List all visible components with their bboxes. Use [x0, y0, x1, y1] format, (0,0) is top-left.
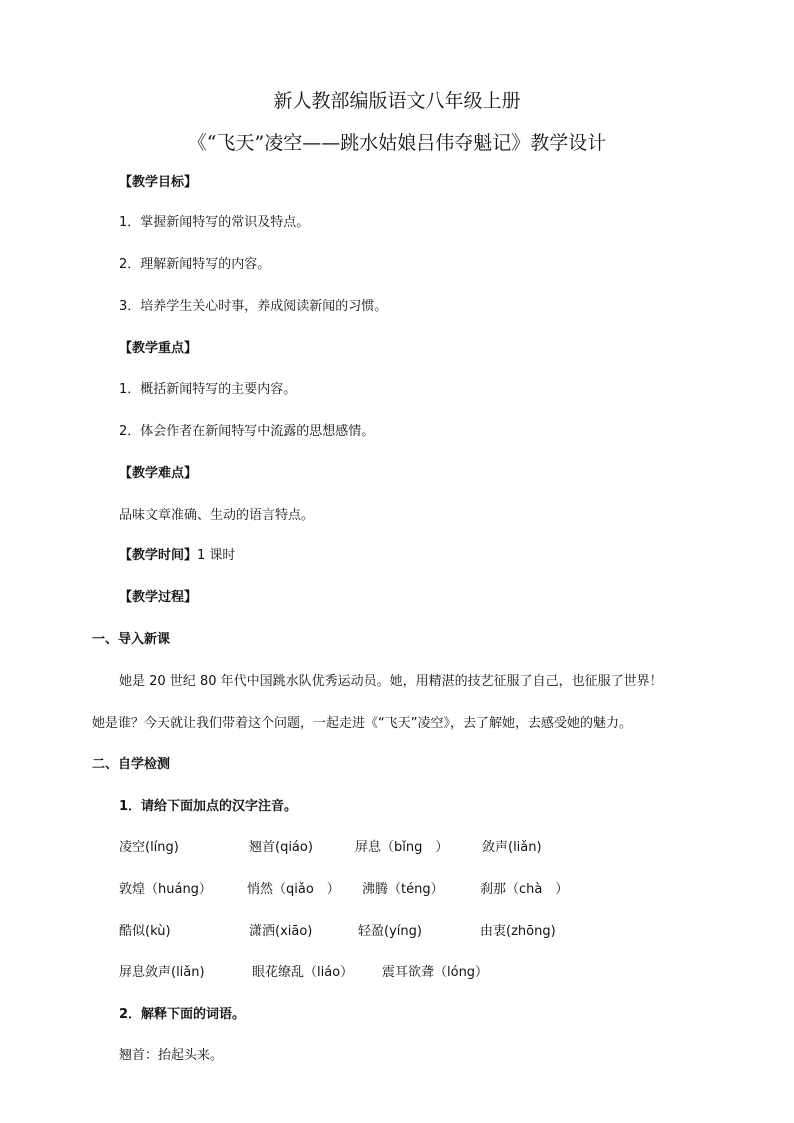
question2-text: 2．解释下面的词语。 [119, 1007, 246, 1022]
pinyin-item: 敛声(liǎn) [482, 840, 542, 855]
pinyin-item: 由衷(zhōng) [480, 924, 556, 939]
pinyin-item: 敦煌（huáng） [119, 882, 212, 897]
section1-paragraph-line2: 她是谁？今天就让我们带着这个问题，一起走进《“飞天”凌空》，去了解她，去感受她的魅力。 [92, 716, 632, 731]
definition-item: 翘首：抬起头来。 [119, 1048, 224, 1063]
key-points-heading: 【教学重点】 [119, 341, 198, 356]
pinyin-item: 震耳欲聋（lóng） [382, 965, 489, 980]
objectives-heading: 【教学目标】 [119, 175, 198, 190]
process-heading: 【教学过程】 [119, 590, 198, 605]
section1-heading: 一、导入新课 [92, 632, 171, 647]
pinyin-item: 潇洒(xiāo) [249, 924, 313, 939]
pinyin-item: 悄然（qiǎo ） [247, 882, 340, 897]
document-title-line1: 新人教部编版语文八年级上册 [273, 90, 521, 112]
section2-heading: 二、自学检测 [92, 757, 171, 772]
time-heading: 【教学时间】 [119, 548, 198, 563]
key-point-item-2: 2．体会作者在新闻特写中流露的思想感情。 [119, 424, 375, 439]
difficulties-heading: 【教学难点】 [119, 466, 198, 481]
pinyin-item: 沸腾（téng） [362, 882, 444, 897]
pinyin-item: 屏息（bǐng ） [355, 840, 449, 855]
pinyin-item: 屏息敛声(liǎn) [119, 965, 205, 980]
section1-paragraph-line1: 她是 20 世纪 80 年代中国跳水队优秀运动员。她，用精湛的技艺征服了自己，也征服了世界！ [119, 674, 663, 689]
pinyin-item: 凌空(líng) [119, 840, 179, 855]
document-title-line2: 《“飞天”凌空——跳水姑娘吕伟夺魁记》教学设计 [187, 132, 607, 154]
pinyin-item: 翘首(qiáo) [249, 840, 313, 855]
key-point-item-1: 1．概括新闻特写的主要内容。 [119, 382, 297, 397]
difficulties-text: 品味文章准确、生动的语言特点。 [119, 508, 315, 523]
pinyin-item: 眼花缭乱（liáo） [252, 965, 354, 980]
objective-item-2: 2．理解新闻特写的内容。 [119, 257, 271, 272]
question1-text: 1．请给下面加点的汉字注音。 [119, 799, 298, 814]
objective-item-3: 3．培养学生关心时事，养成阅读新闻的习惯。 [119, 299, 388, 314]
objective-item-1: 1．掌握新闻特写的常识及特点。 [119, 215, 310, 230]
time-value: 1 课时 [197, 548, 236, 563]
pinyin-item: 轻盈(yíng) [358, 924, 422, 939]
pinyin-item: 刹那（chà ） [480, 882, 569, 897]
time-row [119, 547, 235, 565]
pinyin-item: 酷似(kù) [119, 924, 171, 939]
